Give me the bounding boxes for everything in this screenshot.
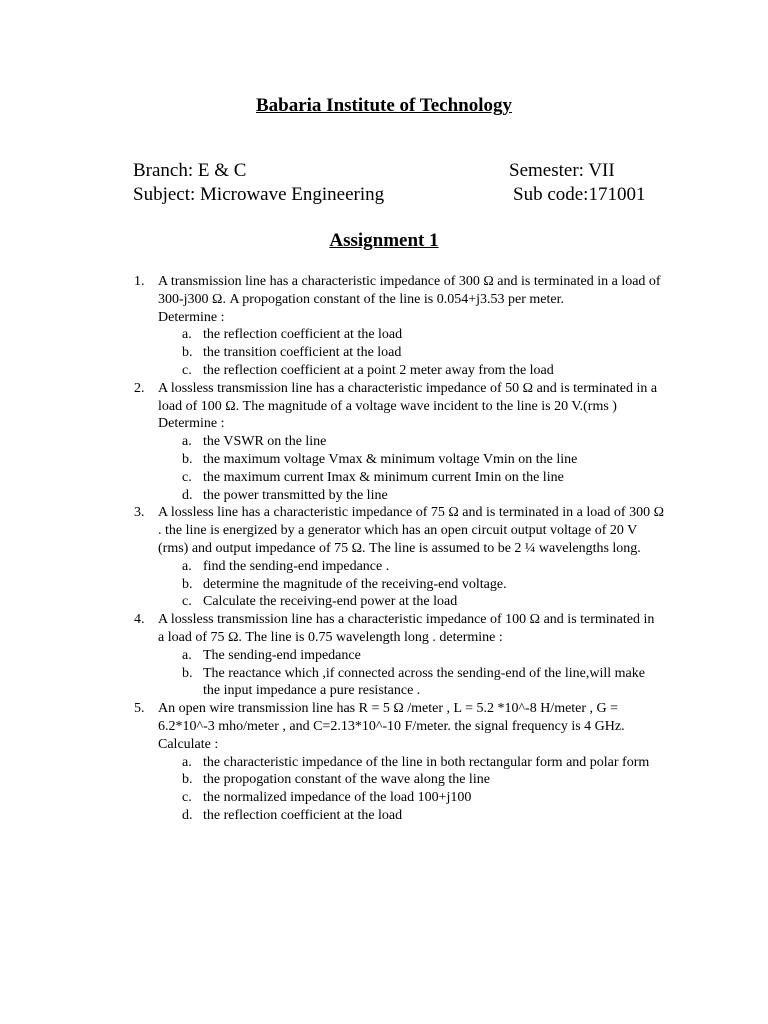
sub-question-item [158, 807, 664, 825]
question-text: A lossless transmission line has a characteristic impedance of 50 Ω and is terminated in a load of 100 Ω. The magnitude of a voltage wave incident to the line is 20 V.(rms ) [158, 380, 658, 414]
sub-question-text: the power transmitted by the line [203, 487, 388, 503]
sub-question-item [158, 487, 664, 505]
semester-label: Semester: VII [509, 160, 615, 181]
sub-question-text: the maximum voltage Vmax & minimum voltage Vmin on the line [203, 451, 578, 467]
sub-question-item [158, 362, 664, 380]
sub-question-text: the reflection coefficient at a point 2 meter away from the load [203, 362, 554, 378]
sub-question-item [158, 665, 664, 701]
sub-question-item [158, 469, 664, 487]
sub-question-item [158, 433, 664, 451]
question-item [134, 504, 664, 611]
sub-question-text: the reflection coefficient at the load [203, 807, 403, 823]
sub-question-text: the normalized impedance of the load 100+j100 [203, 790, 472, 806]
sub-question-label: b. [182, 576, 193, 592]
question-item [134, 700, 664, 825]
assignment-title: Assignment 1 [329, 230, 439, 251]
sub-question-label: c. [182, 469, 192, 485]
sub-question-text: determine the magnitude of the receiving-end voltage. [203, 576, 507, 592]
branch-label: Branch: E & C [133, 160, 247, 181]
sub-question-label: b. [182, 451, 193, 467]
sub-question-list [158, 326, 664, 379]
sub-question-text: the VSWR on the line [203, 434, 327, 450]
sub-question-item [158, 647, 664, 665]
sub-question-item [158, 593, 664, 611]
question-number: 3. [134, 505, 145, 521]
sub-question-label: a. [182, 647, 192, 663]
sub-question-label: b. [182, 345, 193, 361]
sub-question-label: d. [182, 487, 193, 503]
sub-question-text: The reactance which ,if connected across the sending-end of the line,will make the input impedance a pure resistance . [203, 665, 645, 699]
sub-question-list [158, 433, 664, 504]
sub-question-item [158, 558, 664, 576]
sub-question-item [158, 576, 664, 594]
sub-question-label: a. [182, 327, 192, 343]
sub-question-text: the characteristic impedance of the line in both rectangular form and polar form [203, 754, 650, 770]
subject-label: Subject: Microwave Engineering [133, 184, 385, 205]
determine-label: Determine : [158, 309, 225, 325]
sub-question-text: Calculate the receiving-end power at the load [203, 594, 458, 610]
determine-label: Determine : [158, 416, 225, 432]
sub-question-text: the transition coefficient at the load [203, 345, 402, 361]
question-number: 4. [134, 612, 145, 628]
sub-question-list [158, 754, 664, 825]
sub-question-label: d. [182, 807, 193, 823]
subcode-label: Sub code:171001 [513, 184, 646, 205]
sub-question-item [158, 771, 664, 789]
sub-question-item [158, 789, 664, 807]
question-text: A lossless transmission line has a characteristic impedance of 100 Ω and is terminated in a load of 75 Ω. The line is 0.75 wavelength long . determine : [158, 612, 655, 645]
question-text: A transmission line has a characteristic impedance of 300 Ω and is terminated in a load of 300-j300 Ω. A propogation constant of the line is 0.054+j3.53 per meter. [158, 274, 661, 307]
sub-question-item [158, 451, 664, 469]
sub-question-label: a. [182, 558, 192, 574]
sub-question-list [158, 558, 664, 611]
institute-title: Babaria Institute of Technology [255, 95, 512, 116]
sub-question-label: b. [182, 772, 193, 788]
question-text: A lossless line has a characteristic impedance of 75 Ω and is terminated in a load of 300 Ω . the line is energized by a generator which has an open circuit output voltage of 20 V (rms) and output impedance of 75 Ω. The line is assumed to be 2 ¼ wavelengths long. [158, 505, 664, 556]
sub-question-label: c. [182, 790, 192, 806]
question-list [134, 273, 664, 825]
sub-question-label: b. [182, 665, 193, 681]
sub-question-item [158, 326, 664, 344]
sub-question-text: find the sending-end impedance . [203, 558, 390, 574]
sub-question-label: a. [182, 754, 192, 770]
sub-question-label: c. [182, 362, 192, 378]
sub-question-text: the propogation constant of the wave along the line [203, 772, 490, 788]
sub-question-item [158, 754, 664, 772]
sub-question-list [158, 647, 664, 700]
question-item [134, 380, 664, 505]
question-number: 1. [134, 274, 145, 289]
sub-question-item [158, 344, 664, 362]
sub-question-text: the maximum current Imax & minimum current Imin on the line [203, 469, 564, 485]
question-item [134, 273, 664, 380]
question-text: An open wire transmission line has R = 5 Ω /meter , L = 5.2 *10^-8 H/meter , G = 6.2*10^-3 mho/meter , and C=2.13*10^-10 F/meter. the signal frequency is 4 GHz. Calculate : [158, 701, 625, 752]
sub-question-text: the reflection coefficient at the load [203, 327, 403, 343]
sub-question-label: c. [182, 594, 192, 610]
sub-question-text: The sending-end impedance [203, 647, 361, 663]
question-number: 2. [134, 380, 145, 396]
question-number: 5. [134, 701, 145, 717]
question-item [134, 611, 664, 700]
sub-question-label: a. [182, 434, 192, 450]
